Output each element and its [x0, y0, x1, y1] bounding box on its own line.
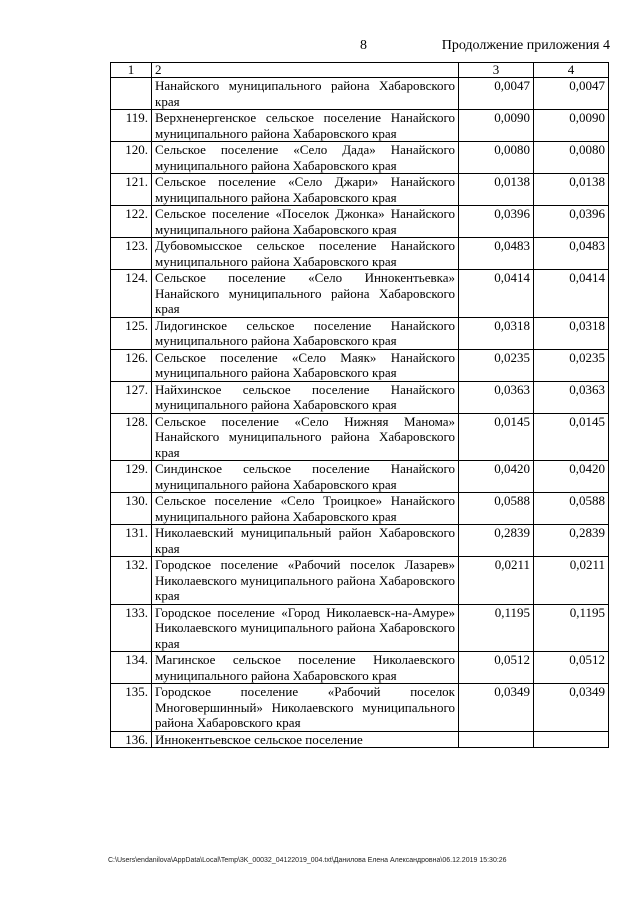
municipality-name: Николаевский муниципальный район Хабаровского края	[152, 525, 459, 557]
municipality-name: Сельское поселение «Село Джари» Нанайского муниципального района Хабаровского края	[152, 174, 459, 206]
value-col-3: 0,2839	[459, 525, 534, 557]
table-row	[111, 525, 609, 557]
table-row	[111, 110, 609, 142]
municipality-name: Магинское сельское поселение Николаевского муниципального района Хабаровского края	[152, 652, 459, 684]
row-number: 122.	[111, 206, 152, 238]
column-header-2: 2	[152, 63, 459, 78]
value-col-4: 0,0211	[534, 557, 609, 605]
value-col-4: 0,0363	[534, 381, 609, 413]
municipality-name: Городское поселение «Рабочий поселок Лазарев» Николаевского муниципального района Хабаровского края	[152, 557, 459, 605]
value-col-3: 0,0318	[459, 317, 534, 349]
value-col-4: 0,0414	[534, 270, 609, 318]
row-number: 131.	[111, 525, 152, 557]
value-col-3: 0,0080	[459, 142, 534, 174]
table-row	[111, 270, 609, 318]
page-number: 8	[360, 38, 367, 53]
row-number: 128.	[111, 413, 152, 461]
table-row	[111, 238, 609, 270]
municipality-name: Городское поселение «Рабочий поселок Многовершинный» Николаевского муниципального района Хабаровского края	[152, 684, 459, 732]
municipality-name: Синдинское сельское поселение Нанайского муниципального района Хабаровского края	[152, 461, 459, 493]
value-col-4: 0,1195	[534, 604, 609, 652]
value-col-3: 0,0211	[459, 557, 534, 605]
value-col-3: 0,0349	[459, 684, 534, 732]
row-number: 129.	[111, 461, 152, 493]
row-number: 130.	[111, 493, 152, 525]
table-row	[111, 317, 609, 349]
value-col-3: 0,0138	[459, 174, 534, 206]
municipality-name: Городское поселение «Город Николаевск-на-Амуре» Николаевского муниципального района Хабаровского края	[152, 604, 459, 652]
column-header-4: 4	[534, 63, 609, 78]
value-col-3: 0,0235	[459, 349, 534, 381]
municipality-name: Лидогинское сельское поселение Нанайского муниципального района Хабаровского края	[152, 317, 459, 349]
row-number	[111, 78, 152, 110]
value-col-3: 0,0047	[459, 78, 534, 110]
row-number: 123.	[111, 238, 152, 270]
table-row	[111, 349, 609, 381]
municipality-name: Иннокентьевское сельское поселение	[152, 731, 459, 748]
value-col-3: 0,0512	[459, 652, 534, 684]
row-number: 126.	[111, 349, 152, 381]
continuation-label: Продолжение приложения 4	[441, 38, 610, 53]
value-col-4	[534, 731, 609, 748]
value-col-4: 0,0396	[534, 206, 609, 238]
value-col-4: 0,0145	[534, 413, 609, 461]
row-number: 120.	[111, 142, 152, 174]
table-row	[111, 461, 609, 493]
table-header-row	[111, 63, 609, 78]
value-col-4: 0,0483	[534, 238, 609, 270]
value-col-4: 0,0080	[534, 142, 609, 174]
municipality-name: Сельское поселение «Село Нижняя Манома» Нанайского муниципального района Хабаровского края	[152, 413, 459, 461]
row-number: 135.	[111, 684, 152, 732]
value-col-4: 0,0349	[534, 684, 609, 732]
value-col-3: 0,0420	[459, 461, 534, 493]
row-number: 119.	[111, 110, 152, 142]
row-number: 127.	[111, 381, 152, 413]
value-col-4: 0,0512	[534, 652, 609, 684]
value-col-3: 0,1195	[459, 604, 534, 652]
value-col-3: 0,0588	[459, 493, 534, 525]
municipality-name: Верхненергенское сельское поселение Нанайского муниципального района Хабаровского края	[152, 110, 459, 142]
municipality-name: Сельское поселение «Село Дада» Нанайского муниципального района Хабаровского края	[152, 142, 459, 174]
value-col-4: 0,0138	[534, 174, 609, 206]
value-col-4: 0,0318	[534, 317, 609, 349]
municipality-name: Найхинское сельское поселение Нанайского муниципального района Хабаровского края	[152, 381, 459, 413]
row-number: 134.	[111, 652, 152, 684]
table-row	[111, 652, 609, 684]
table-row	[111, 604, 609, 652]
table-row	[111, 206, 609, 238]
table-row	[111, 557, 609, 605]
allocation-table	[110, 62, 609, 748]
value-col-3: 0,0090	[459, 110, 534, 142]
value-col-4: 0,0420	[534, 461, 609, 493]
value-col-4: 0,2839	[534, 525, 609, 557]
column-header-3: 3	[459, 63, 534, 78]
value-col-4: 0,0090	[534, 110, 609, 142]
table-row	[111, 381, 609, 413]
municipality-name: Сельское поселение «Село Маяк» Нанайского муниципального района Хабаровского края	[152, 349, 459, 381]
value-col-3: 0,0396	[459, 206, 534, 238]
municipality-name: Сельское поселение «Поселок Джонка» Нанайского муниципального района Хабаровского края	[152, 206, 459, 238]
row-number: 132.	[111, 557, 152, 605]
row-number: 133.	[111, 604, 152, 652]
table-row	[111, 174, 609, 206]
table-row	[111, 78, 609, 110]
file-path-footer: C:\Users\endanilova\AppData\Local\Temp\3K_00032_04122019_004.txt\Данилова Елена Александровна\06.12.2019 15:30:26	[108, 857, 507, 864]
value-col-3: 0,0483	[459, 238, 534, 270]
value-col-4: 0,0047	[534, 78, 609, 110]
row-number: 136.	[111, 731, 152, 748]
row-number: 121.	[111, 174, 152, 206]
municipality-name: Дубовомысское сельское поселение Нанайского муниципального района Хабаровского края	[152, 238, 459, 270]
table-row	[111, 142, 609, 174]
table-row	[111, 731, 609, 748]
table-row	[111, 413, 609, 461]
value-col-3	[459, 731, 534, 748]
value-col-4: 0,0588	[534, 493, 609, 525]
value-col-3: 0,0363	[459, 381, 534, 413]
column-header-1: 1	[111, 63, 152, 78]
municipality-name: Нанайского муниципального района Хабаровского края	[152, 78, 459, 110]
table-row	[111, 493, 609, 525]
table-row	[111, 684, 609, 732]
row-number: 125.	[111, 317, 152, 349]
value-col-4: 0,0235	[534, 349, 609, 381]
value-col-3: 0,0145	[459, 413, 534, 461]
row-number: 124.	[111, 270, 152, 318]
municipality-name: Сельское поселение «Село Троицкое» Нанайского муниципального района Хабаровского края	[152, 493, 459, 525]
municipality-name: Сельское поселение «Село Иннокентьевка» Нанайского муниципального района Хабаровского края	[152, 270, 459, 318]
value-col-3: 0,0414	[459, 270, 534, 318]
